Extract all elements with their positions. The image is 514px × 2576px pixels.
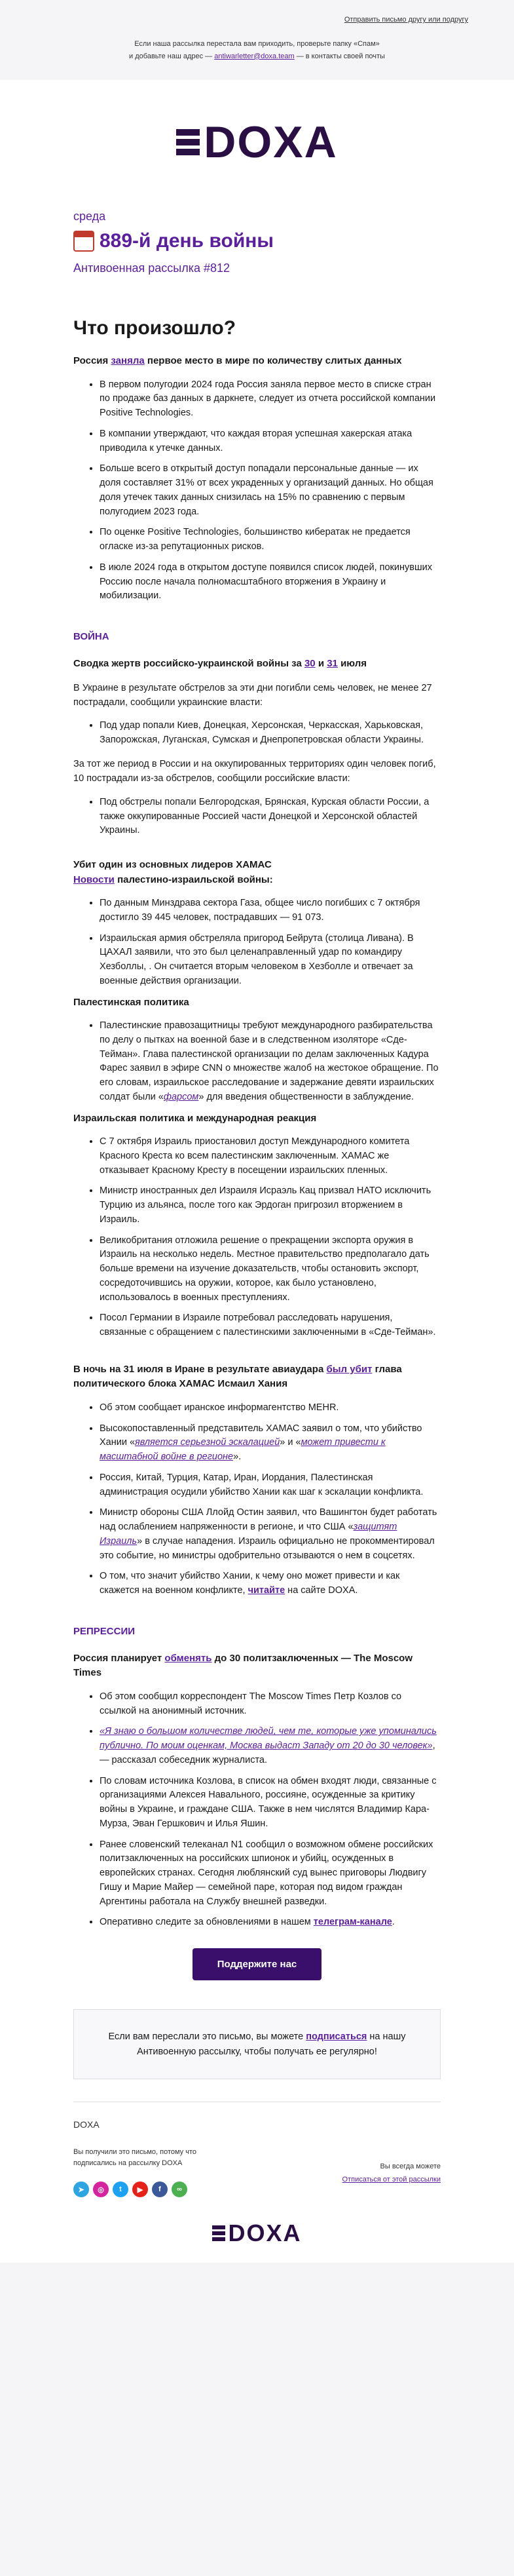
list-item: • Оперативно следите за обновлениями в нашем телеграм-канале.: [100, 1915, 441, 1930]
farce-link[interactable]: фарсом: [163, 1091, 199, 1102]
list-item: • В первом полугодии 2024 года Россия заняла первое место в списке стран по продаже баз данных в даркнете, следует из отчета российской компании Positive Technologies.: [100, 378, 441, 421]
list-item: • «Я знаю о большом количестве людей, чем те, которые уже упоминались публично. По моим оценкам, Москва выдаст Западу от 20 до 30 человек», — рассказал собеседник журналиста.: [100, 1725, 441, 1767]
story-headline: Россия заняла первое место в мире по количеству слитых данных: [73, 355, 402, 366]
list-item: • По данным Минздрава сектора Газа, общее число погибших с 7 октября достигло 39 445 человек, пострадавших — 91 073.: [100, 896, 441, 925]
list-item: • По оценке Positive Technologies, большинство кибератак не предается огласке из-за репутационных рисков.: [100, 526, 441, 554]
newsletter-card: [0, 80, 514, 2263]
story-link[interactable]: заняла: [111, 355, 145, 366]
list-item: • Россия, Китай, Турция, Катар, Иран, Иордания, Палестинская администрация осудили убийство Хании как шаг к эскалации конфликта.: [100, 1471, 441, 1500]
spam-notice: [87, 38, 428, 62]
list-item: • По словам источника Козлова, в список на обмен входят люди, связанные с организациями Алексея Навального, россияне, осужденные за критику войны в Украине, и граждане США. Также в нем числятся Владимир Кара-Мурза, Эван Гершкович и Илья Яшин.: [100, 1775, 441, 1832]
list-item: • Под удар попали Киев, Донецкая, Херсонская, Черкасская, Харьковская, Запорожская, Луганская, Сумская и Днепропетровская области Украины.: [100, 719, 441, 748]
notice-line-2: и добавьте наш адрес —: [129, 52, 215, 60]
notice-email-link[interactable]: antiwarletter@doxa.team: [214, 52, 295, 60]
list-item: • Больше всего в открытый доступ попадали персональные данные — их доля составляет 31% от всех украденных у организаций данных. Но общая доля утечек таких данных снизилась на 15% по сравнению с первым полугодием 2023 года.: [100, 462, 441, 519]
issue-number: Антивоенная рассылка #812: [73, 261, 230, 275]
list-item: • С 7 октября Израиль приостановил доступ Международного комитета Красного Креста ко всем палестинским заключенным. ХАМАС же отказывает Красному Кресту в посещении израильских пленных.: [100, 1135, 441, 1178]
list-item: • Министр обороны США Ллойд Остин заявил, что Вашингтон будет работать над ослаблением напряженности в регионе, и что США «защитят Израиль» в случае нападения. Израиль официально не прокомментировал это событие, но министры одобрительно отзываются о нем в соцсетях.: [100, 1506, 441, 1563]
exchange-link[interactable]: обменять: [164, 1652, 212, 1664]
support-us-button[interactable]: Поддержите нас: [193, 1948, 322, 1980]
iran-headline: В ночь на 31 июля в Иране в результате авиаудара был убит глава политического блока ХАМАС Исмаил Хания: [73, 1363, 402, 1390]
war-day-text: 889-й день войны: [100, 230, 274, 252]
subscribe-link[interactable]: подписаться: [306, 2031, 367, 2043]
forwarded-box: Если вам переслали это письмо, вы можете подписаться на нашу Антивоенную рассылку, чтобы получать ее регулярно!: [73, 2009, 441, 2079]
notice-line-2-suffix: — в контакты своей почты: [294, 52, 385, 60]
subsection-title: Израильская политика и международная реакция: [73, 1112, 317, 1124]
doxa-logo[interactable]: [73, 80, 441, 191]
escalation-link[interactable]: является серьезной эскалацией: [135, 1437, 280, 1448]
weekday: среда: [73, 210, 106, 223]
link-icon[interactable]: ∞: [172, 2182, 187, 2197]
footer-always: Вы всегда можете: [380, 2163, 441, 2171]
telegram-channel-link[interactable]: телеграм-канале: [313, 1917, 392, 1928]
telegram-icon[interactable]: ➤: [73, 2182, 89, 2197]
read-link[interactable]: читайте: [248, 1585, 285, 1596]
footer: [73, 2119, 441, 2197]
paragraph: В Украине в результате обстрелов за эти дни погибли семь человек, не менее 27 пострадали, сообщили украинские власти:: [73, 682, 432, 708]
twitter-icon[interactable]: t: [113, 2182, 128, 2197]
instagram-icon[interactable]: ◎: [93, 2182, 109, 2197]
list-item: • Под обстрелы попали Белгородская, Брянская, Курская области России, а также оккупированные Россией части Донецкой и Херсонской областей Украины.: [100, 796, 441, 838]
logo-text: DOXA: [228, 2220, 302, 2247]
list-item: • Палестинские правозащитницы требуют международного разбирательства по делу о пытках на военной базе и в следственном изоляторе «Сде-Тейман». Глава палестинской организации по делам заключенных Кадура Фарес заявил в эфире CNN о множестве жалоб на жестокое обращение. По его словам, израильское расследование и задержание девяти израильских солдат были «фарсом» для введения общественности в заблуждение.: [100, 1019, 441, 1105]
list-item: • Израильская армия обстреляла пригород Бейрута (столица Ливана). В ЦАХАЛ заявили, что это был целенаправленный удар по командиру Хезболлы, . Он считается вторым человеком в Хезболле и отвечает за военные действия организации.: [100, 932, 441, 989]
footer-note: Вы получили это письмо, потому что подписались на рассылку DOXA: [73, 2148, 196, 2167]
section-heading-war: ВОЙНА: [73, 631, 109, 642]
preheader: [0, 0, 514, 80]
quote-link[interactable]: «Я знаю о большом количестве людей, чем те, которые уже упоминались публично. По моим оценкам, Москва выдаст Западу от 20 до 30 человек»: [100, 1726, 437, 1752]
logo-bars-icon: [176, 129, 200, 155]
youtube-icon[interactable]: ▶: [132, 2182, 148, 2197]
link-30[interactable]: 30: [304, 658, 316, 669]
list-item: • О том, что значит убийство Хании, к чему оно может привести и как скажется на военном конфликте, читайте на сайте DOXA.: [100, 1569, 441, 1598]
section-title: Что произошло?: [73, 317, 236, 339]
list-item: • Высокопоставленный представитель ХАМАС заявил о том, что убийство Хании «является серьезной эскалацией» и «может привести к масштабной войне в регионе».: [100, 1422, 441, 1465]
protect-israel-link[interactable]: защитят Израиль: [100, 1522, 397, 1547]
paragraph: За тот же период в России и на оккупированных территориях один человек погиб, 10 пострадали из-за обстрелов, сообщили российские власти:: [73, 758, 436, 784]
hamas-headline: Убит один из основных лидеров ХАМАС Новости палестино-израильской войны:: [73, 859, 273, 885]
facebook-icon[interactable]: f: [152, 2182, 168, 2197]
killed-link[interactable]: был убит: [326, 1363, 373, 1375]
subsection-title: Палестинская политика: [73, 996, 189, 1008]
footer-brand: DOXA: [73, 2119, 100, 2130]
list-item: • В компании утверждают, что каждая вторая успешная хакерская атака приводила к утечке данных.: [100, 427, 441, 456]
news-link[interactable]: Новости: [73, 874, 115, 885]
list-item: • В июле 2024 года в открытом доступе появился список людей, покинувших Россию после начала полномасштабного вторжения в Украину и мобилизации.: [100, 561, 441, 604]
social-links: [73, 2182, 224, 2197]
list-item: • Посол Германии в Израиле потребовал расследовать нарушения, связанные с обращением с палестинскими заключенными в «Сде-Тейман».: [100, 1311, 441, 1340]
war-day-title: [73, 230, 441, 252]
calendar-icon: [73, 231, 94, 252]
section-heading-repressions: РЕПРЕССИИ: [73, 1625, 136, 1637]
logo-bars-icon: [212, 2225, 225, 2241]
notice-line-1: Если наша рассылка перестала вам приходить, проверьте папку «Спам»: [134, 40, 380, 48]
repress-headline: Россия планирует обменять до 30 политзаключенных — The Moscow Times: [73, 1652, 413, 1679]
war-headline: Сводка жертв российско-украинской войны за 30 и 31 июля: [73, 658, 367, 669]
war-link[interactable]: может привести к масштабной войне в регионе: [100, 1437, 386, 1463]
list-item: • Ранее словенский телеканал N1 сообщил о возможном обмене российских политзаключенных на российских шпионок и убийц, осужденных в европейских странах. Сегодня люблянский суд вынес приговоры Людвигу Гишу и Марие Майер — семейной паре, которая под видом граждан Аргентины работала на Службу внешней разведки.: [100, 1838, 441, 1910]
list-item: • Об этом сообщил корреспондент The Moscow Times Петр Козлов со ссылкой на анонимный источник.: [100, 1690, 441, 1719]
logo-text: DOXA: [204, 117, 338, 167]
story-bullets: [73, 378, 441, 604]
unsubscribe-link[interactable]: Отписаться от этой рассылки: [342, 2176, 441, 2184]
forward-link[interactable]: Отправить письмо другу или подругу: [344, 16, 468, 24]
list-item: • Об этом сообщает иранское информагентство MEHR.: [100, 1401, 441, 1415]
link-31[interactable]: 31: [327, 658, 338, 669]
list-item: • Великобритания отложила решение о прекращении экспорта оружия в Израиль на несколько недель. Местное правительство предполагало дать больше времени на изучение доказательств, чтобы остановить экспорт, сосредоточившись на оружии, которое, как было установлено, использовалось в военных преступлениях.: [100, 1234, 441, 1305]
list-item: • Министр иностранных дел Израиля Исраэль Кац призвал НАТО исключить Турцию из альянса, после того как Эрдоган пригрозил вторжением в Израиль.: [100, 1184, 441, 1227]
footer-logo[interactable]: [73, 2204, 441, 2263]
